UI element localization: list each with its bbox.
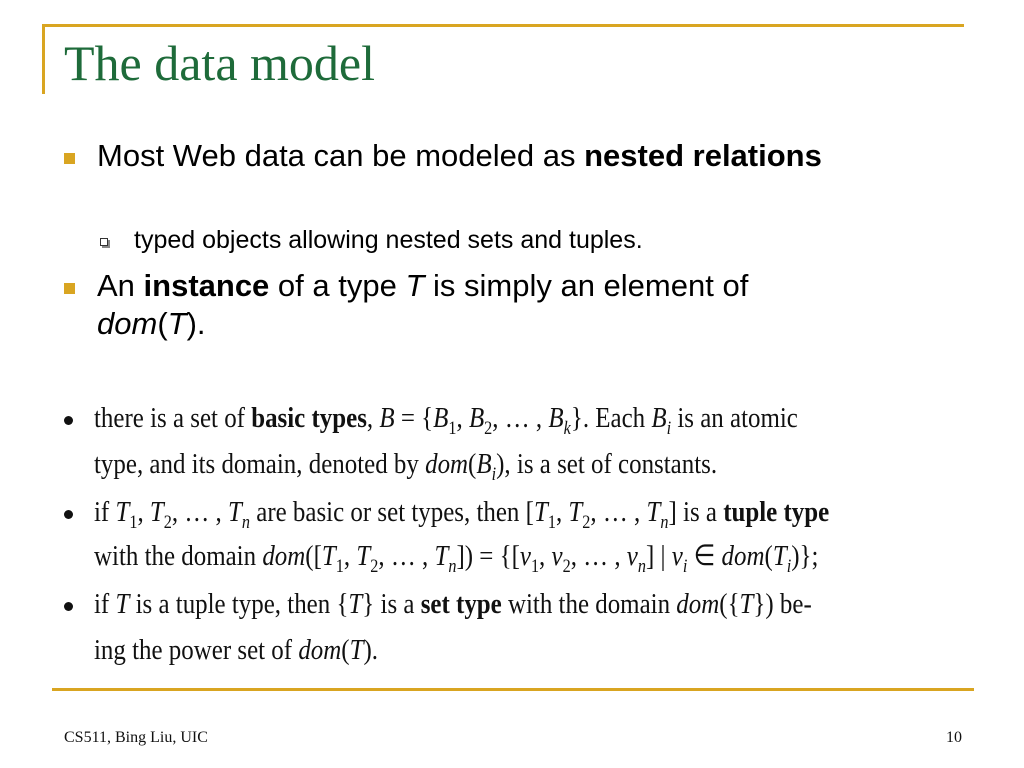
footer-course: CS511, Bing Liu, UIC — [64, 729, 208, 746]
bullet-square-icon — [64, 283, 75, 294]
definition-tuple-type-line-2: with the domain $dom([T_1$, $T_2$, … , $T_n]) = \{[v_1$, $v_2$, … , $v_n$] | $v_i$ ∈ $dom(T_i)$}; — [94, 540, 819, 577]
bullet-text: ( — [157, 306, 168, 341]
bullet-var: T — [167, 306, 187, 341]
slide-title: The data model — [64, 35, 375, 91]
definition-bullet-icon — [64, 602, 73, 611]
definition-bullet-icon — [64, 416, 73, 425]
bullet-text: is simply an element of — [424, 268, 749, 303]
bottom-rule — [52, 688, 974, 691]
bullet-text: An — [97, 268, 144, 303]
bullet-text: of a type — [269, 268, 406, 303]
page-number: 10 — [946, 729, 962, 746]
bullet-var: T — [405, 268, 425, 303]
bullet-text: Most Web data can be modeled as — [97, 138, 585, 173]
definition-basic-types-line-1: there is a set of basic types, $B = \{B_1$, $B_2$, … , $B_k$}. Each $B_i$ is an atomic — [94, 402, 798, 439]
definition-set-type-line-1: if T is a tuple type, then {T} is a set type with the domain dom({T}) be- — [94, 588, 812, 620]
top-rule — [42, 24, 964, 27]
definition-basic-types-line-2: type, and its domain, denoted by $dom(B_i)$, is a set of constants. — [94, 448, 718, 485]
bullet-bold: instance — [143, 268, 270, 303]
left-rule — [42, 24, 45, 94]
bullet-hollow-square-icon — [100, 238, 108, 246]
bullet-square-icon — [64, 153, 75, 164]
definition-set-type-line-2: ing the power set of dom(T). — [94, 634, 379, 666]
bullet-text: ). — [186, 306, 206, 341]
definition-bullet-icon — [64, 510, 73, 519]
bullet-instance — [97, 267, 897, 343]
bullet-bold: nested relations — [584, 138, 822, 173]
sub-bullet-typed-objects: typed objects allowing nested sets and tuples. — [134, 226, 643, 254]
definition-tuple-type-line-1: if $T_1$, $T_2$, … , $T_n$ are basic or set types, then [$T_1$, $T_2$, … , $T_n$] is a tuple type — [94, 496, 830, 533]
bullet-var: dom — [97, 306, 158, 341]
bullet-nested-relations — [97, 137, 857, 175]
